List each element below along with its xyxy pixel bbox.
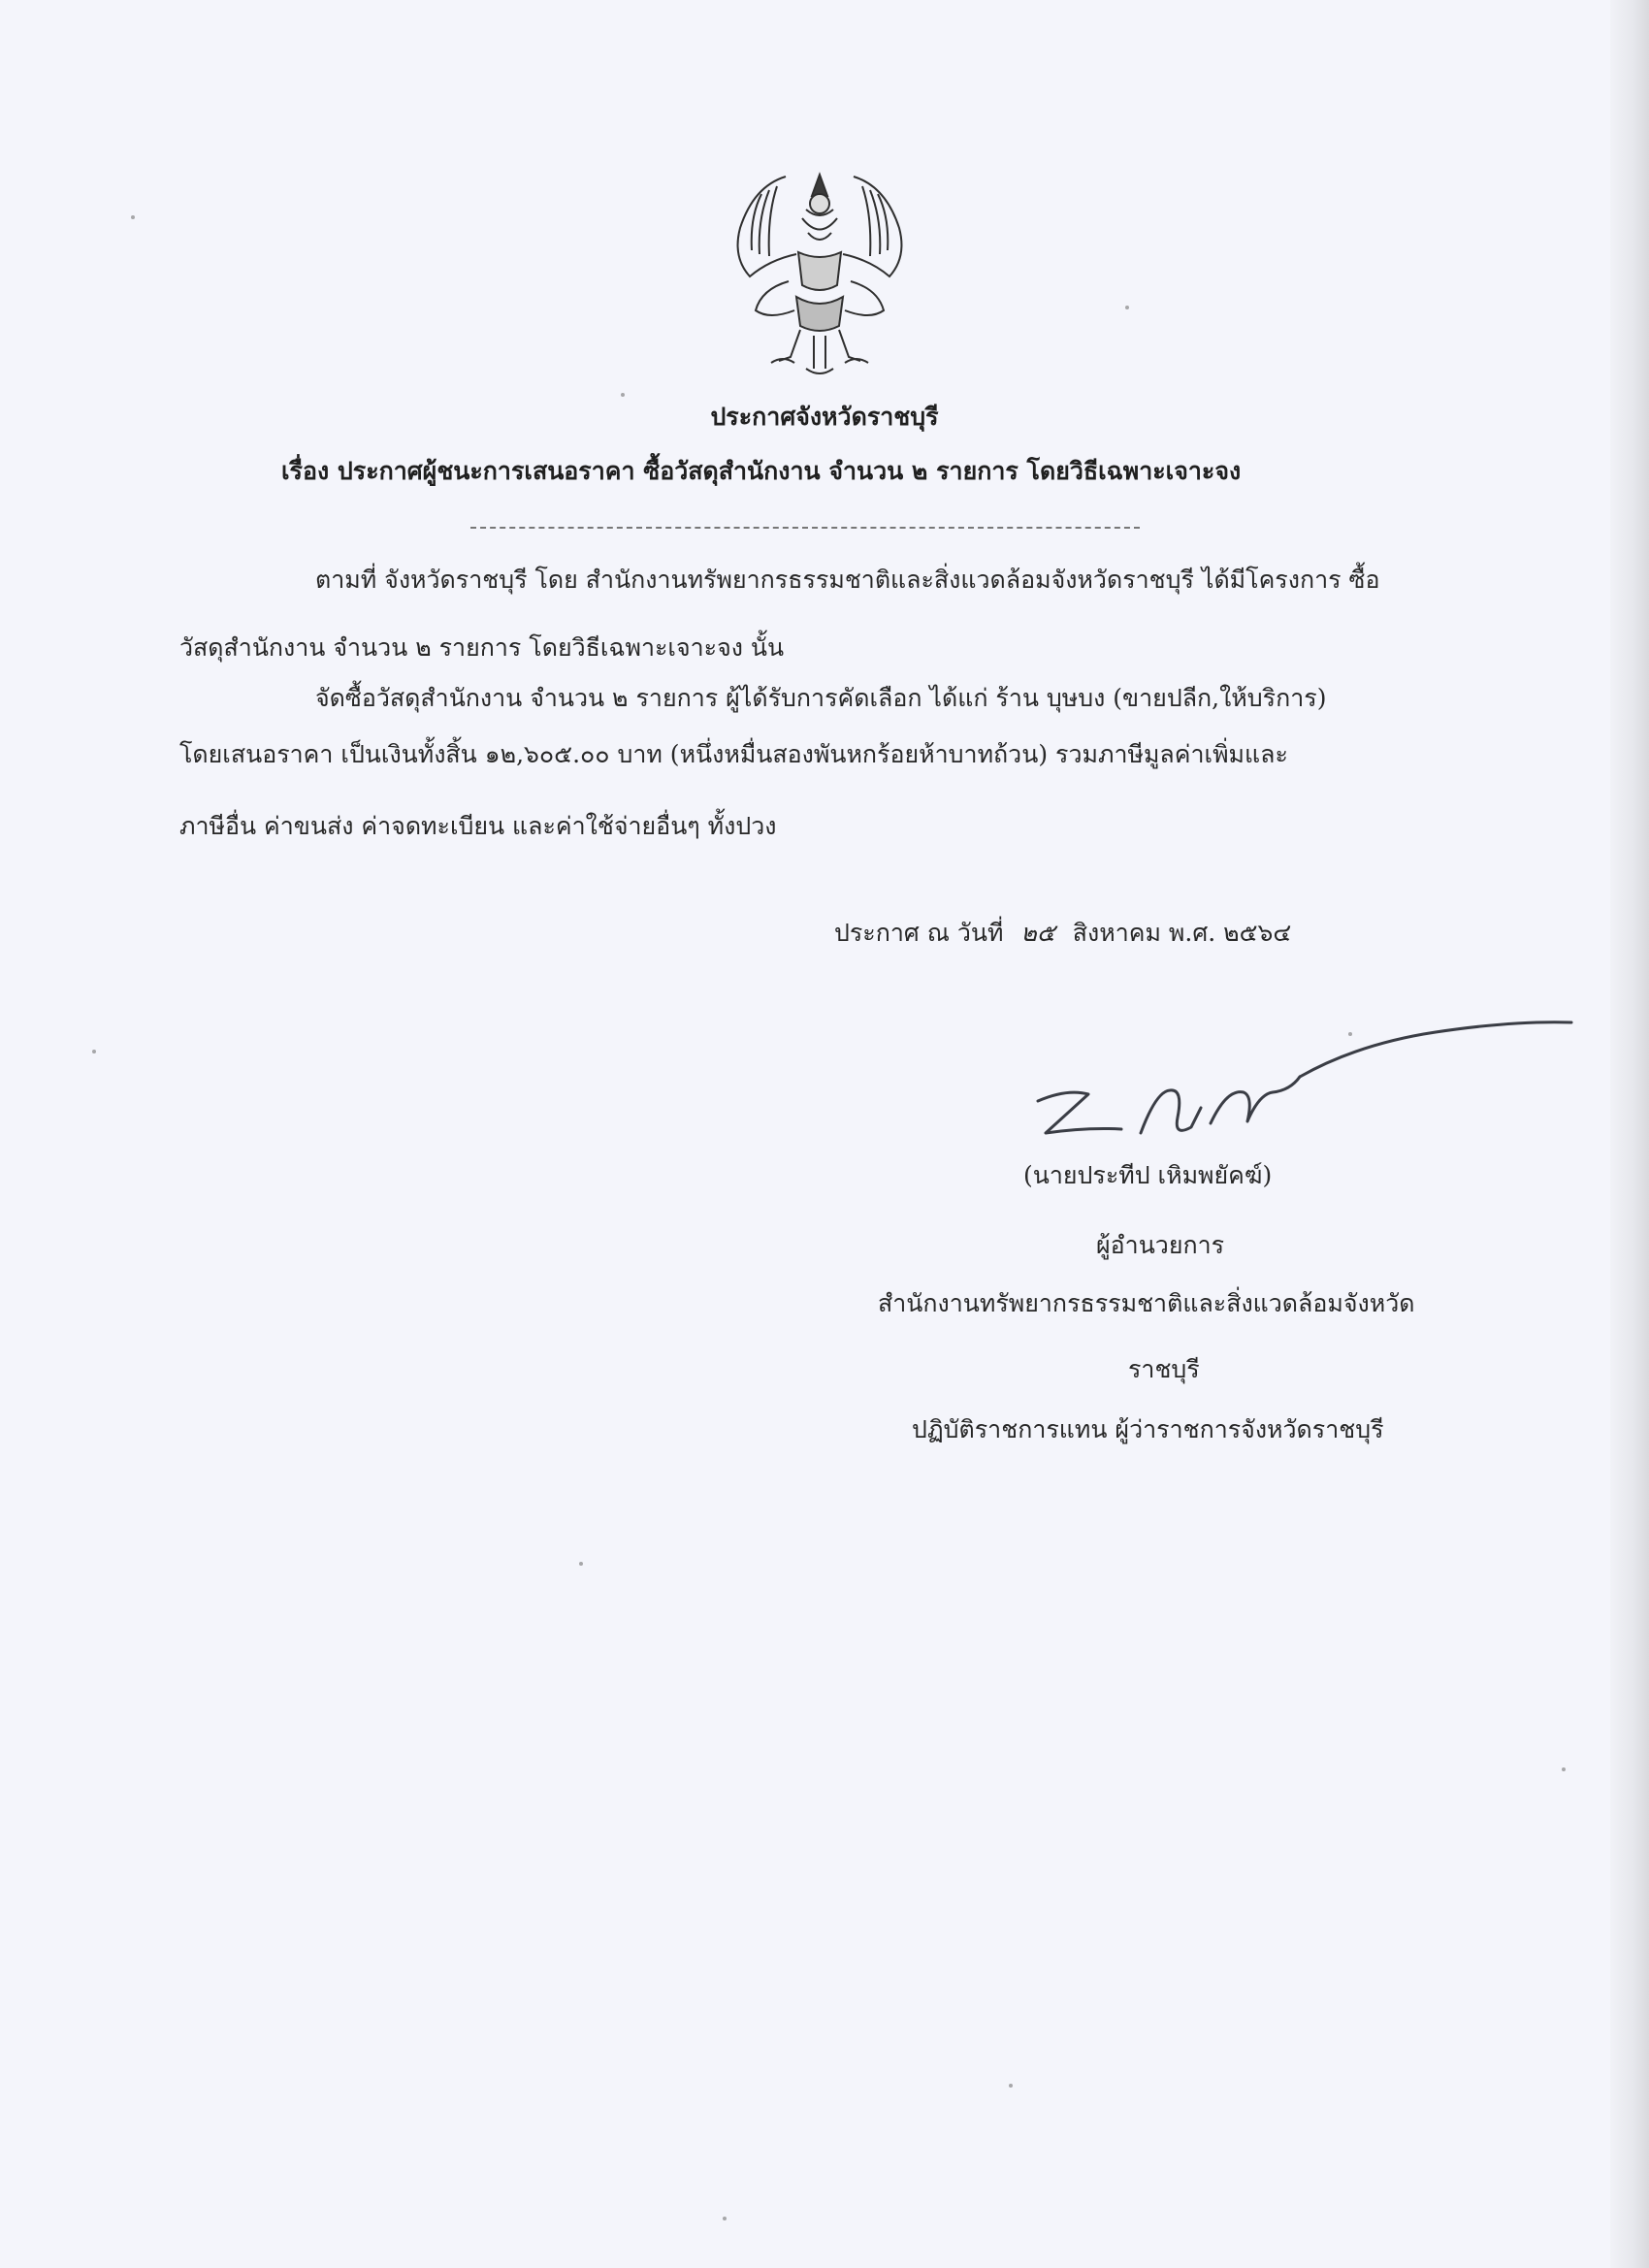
scan-speck (621, 393, 625, 397)
announcement-date (834, 914, 1291, 953)
signatory-position-3: ราชบุรี (1128, 1355, 1200, 1383)
signatory-position-4: ปฏิบัติราชการแทน ผู้ว่าราชการจังหวัดราชบุรี (912, 1415, 1384, 1443)
scan-speck (92, 1050, 96, 1053)
divider (470, 527, 1140, 529)
signatory-name: (นายประทีป เหิมพยัคฆ์) (1023, 1161, 1273, 1189)
body-paragraph-1-line-2: วัสดุสำนักงาน จำนวน ๒ รายการ โดยวิธีเฉพาะเจาะจง นั้น (179, 633, 785, 662)
signatory-position-1: ผู้อำนวยการ (1096, 1231, 1225, 1259)
scan-speck (1125, 306, 1129, 309)
scan-speck (1348, 1032, 1352, 1036)
body-paragraph-1-line-1: ตามที่ จังหวัดราชบุรี โดย สำนักงานทรัพยากรธรรมชาติและสิ่งแวดล้อมจังหวัดราชบุรี ได้มีโครงการ ซื้อ (315, 566, 1380, 594)
announcement-subject: เรื่อง ประกาศผู้ชนะการเสนอราคา ซื้อวัสดุสำนักงาน จำนวน ๒ รายการ โดยวิธีเฉพาะเจาะจง (281, 457, 1242, 485)
scan-speck (723, 2217, 727, 2220)
garuda-emblem-icon (713, 165, 926, 378)
date-day: ๒๕ (1020, 919, 1055, 947)
scan-edge (1610, 0, 1649, 2268)
scan-speck (579, 1562, 583, 1566)
body-paragraph-2-line-1: จัดซื้อวัสดุสำนักงาน จำนวน ๒ รายการ ผู้ได้รับการคัดเลือก ได้แก่ ร้าน บุษบง (ขายปลีก,ให้บริการ) (315, 684, 1327, 712)
handwritten-signature (1028, 1009, 1591, 1174)
scan-speck (1009, 2084, 1013, 2088)
body-paragraph-2-line-2: โดยเสนอราคา เป็นเงินทั้งสิ้น ๑๒,๖๐๕.๐๐ บาท (หนึ่งหมื่นสองพันหกร้อยห้าบาทถ้วน) รวมภาษีมูลค่าเพิ่มและ (179, 740, 1288, 768)
scan-speck (131, 215, 135, 219)
date-prefix: ประกาศ ณ วันที่ (834, 919, 1004, 947)
page-title: ประกาศจังหวัดราชบุรี (710, 403, 939, 431)
date-month-year: สิงหาคม พ.ศ. ๒๕๖๔ (1072, 919, 1292, 947)
signatory-position-2: สำนักงานทรัพยากรธรรมชาติและสิ่งแวดล้อมจังหวัด (878, 1289, 1415, 1317)
body-paragraph-2-line-3: ภาษีอื่น ค่าขนส่ง ค่าจดทะเบียน และค่าใช้จ่ายอื่นๆ ทั้งปวง (179, 812, 777, 840)
scan-speck (1562, 1767, 1566, 1771)
